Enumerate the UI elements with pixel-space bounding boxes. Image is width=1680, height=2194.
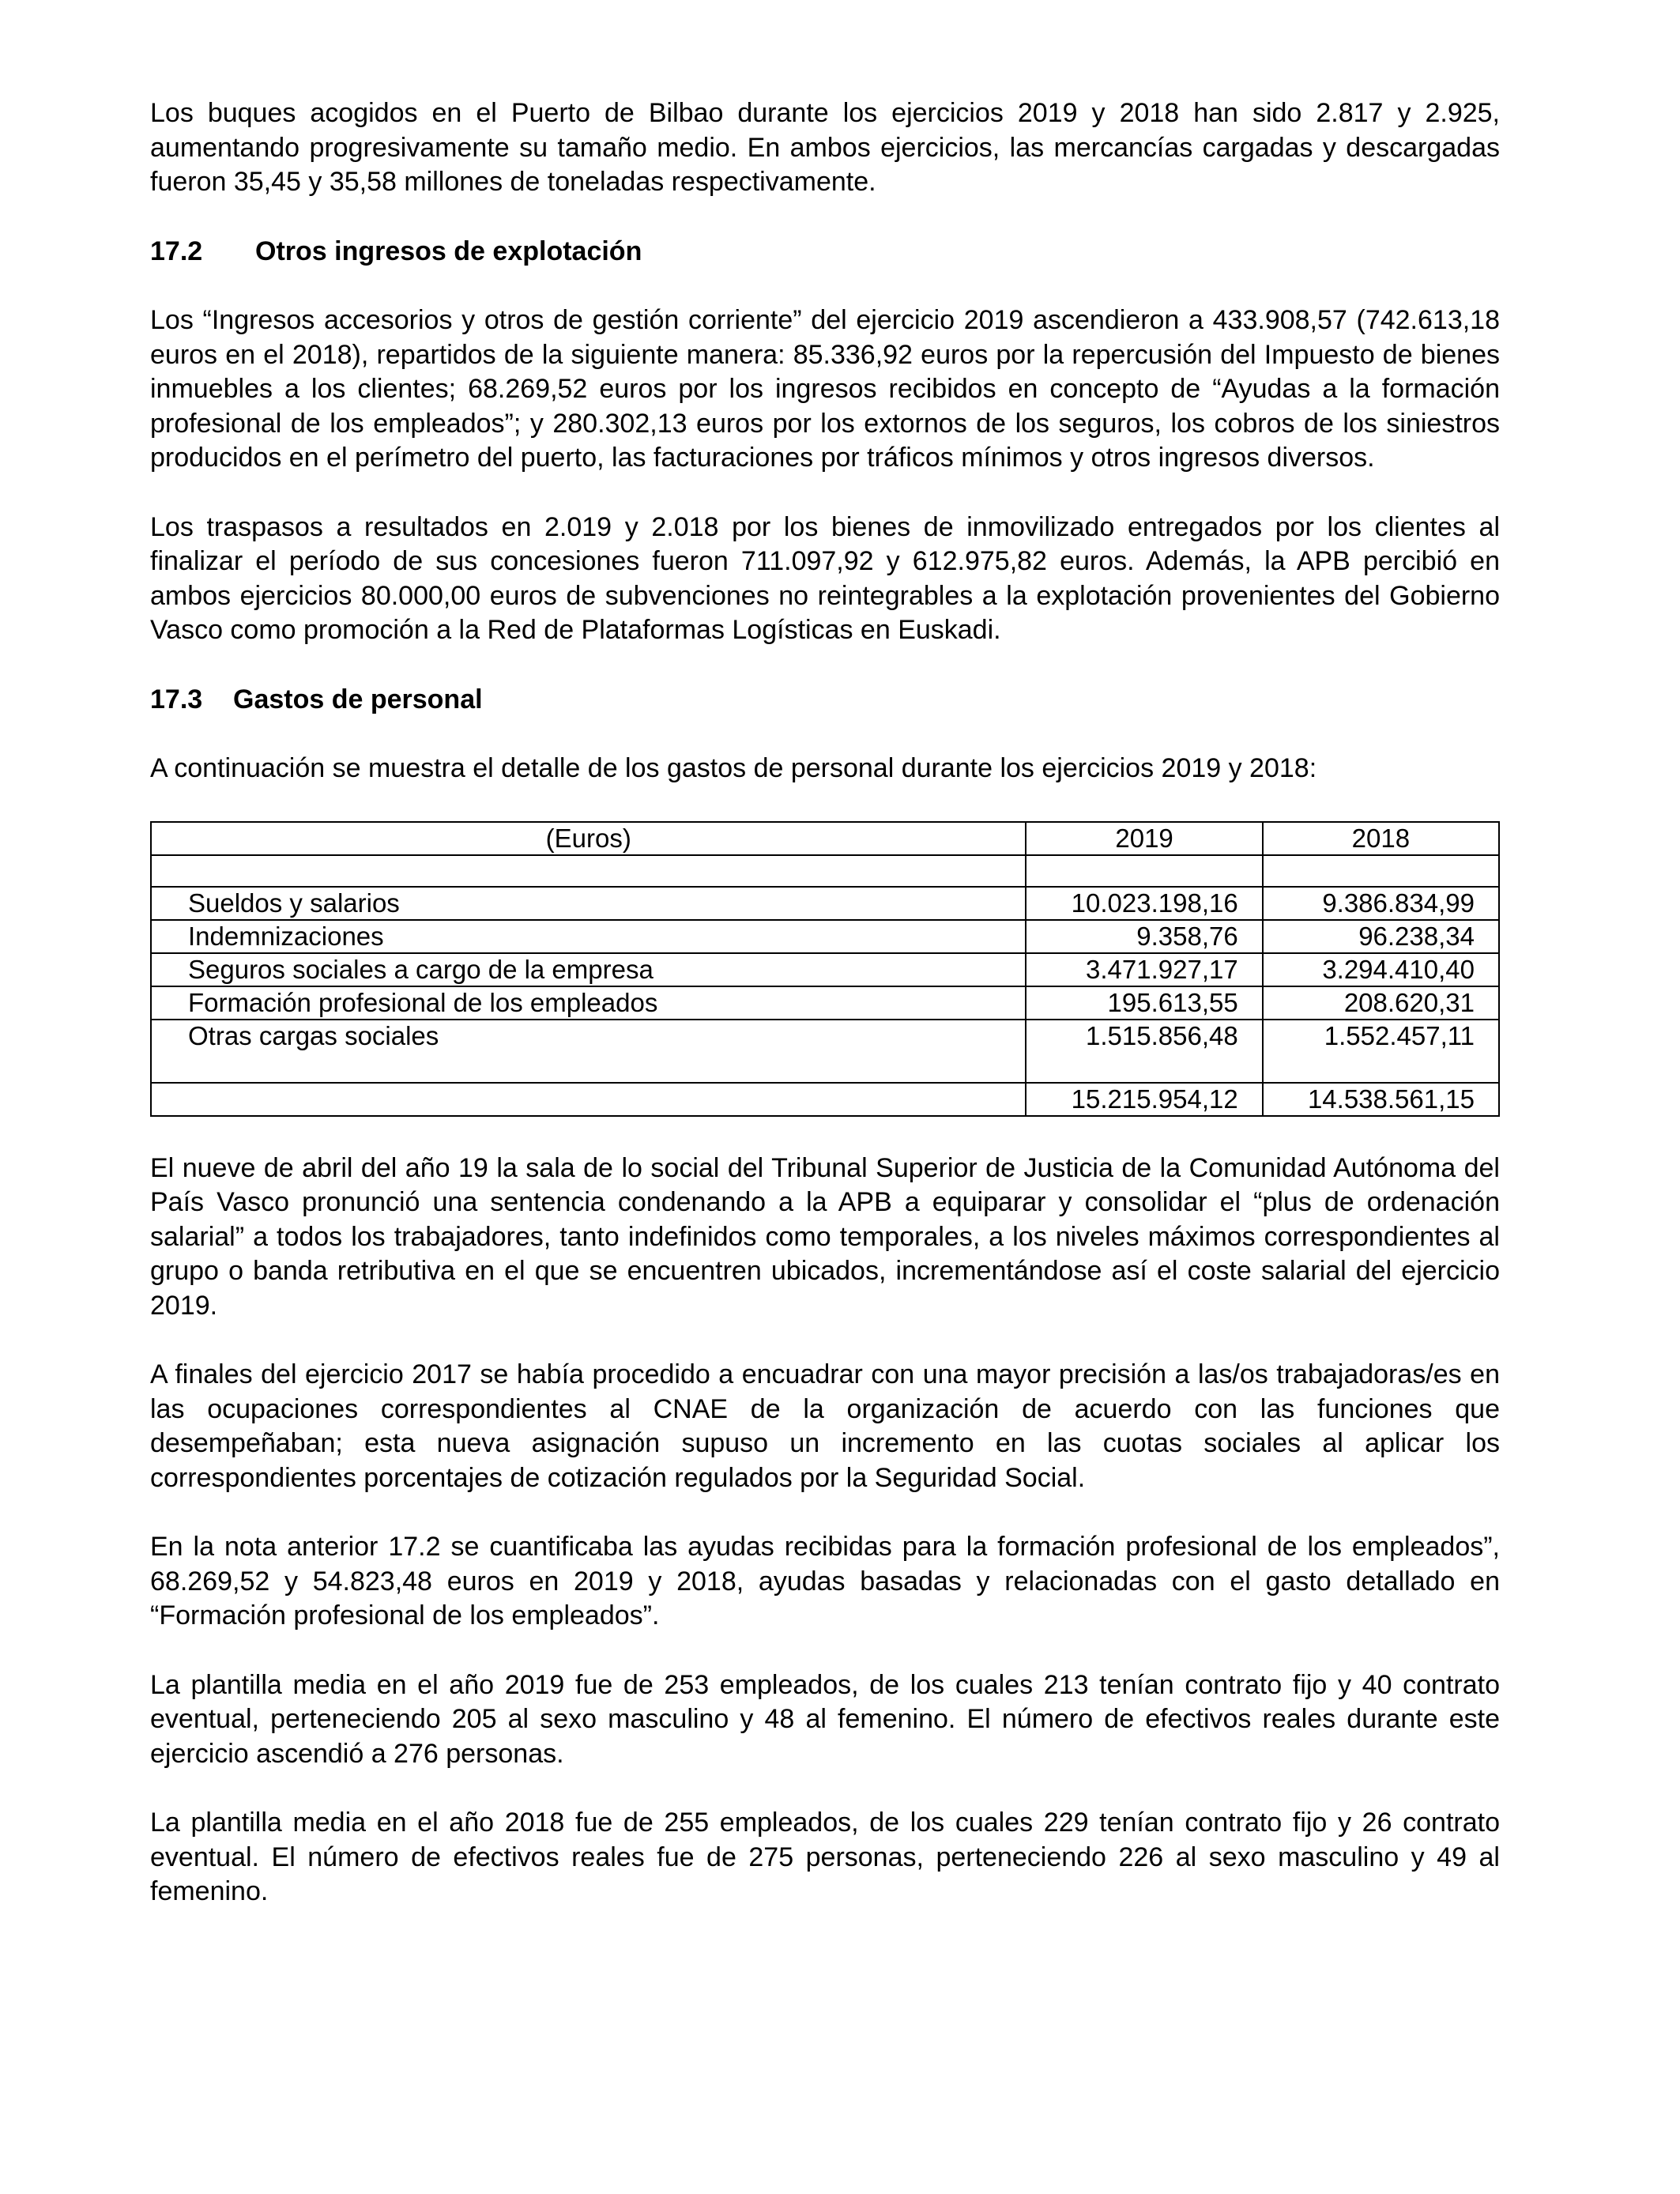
table-spacer-row (151, 855, 1499, 887)
personnel-expenses-table (150, 821, 1500, 1117)
table-cell (1263, 855, 1499, 887)
total-2019: 15.215.954,12 (1026, 1083, 1262, 1116)
section-title: Gastos de personal (233, 684, 483, 714)
document-page (150, 96, 1500, 1909)
table-header-2019: 2019 (1026, 822, 1262, 855)
row-value-2018: 9.386.834,99 (1263, 887, 1499, 920)
row-value-2019: 1.515.856,48 (1026, 1020, 1262, 1083)
row-label: Seguros sociales a cargo de la empresa (151, 953, 1026, 986)
section-heading-17-2 (150, 235, 1500, 270)
table-cell (151, 855, 1026, 887)
table-row (151, 953, 1499, 986)
paragraph-cnae: A finales del ejercicio 2017 se había procedido a encuadrar con una mayor precisión a las/os trabajadoras/es en las ocupaciones correspondientes al CNAE de la organización de acuerdo con las funciones que desempeñaban; esta nueva asignación supuso un incremento en las cuotas sociales al aplicar los correspondientes porcentajes de cotización regulados por la Seguridad Social. (150, 1359, 1500, 1493)
paragraph-table-intro: A continuación se muestra el detalle de los gastos de personal durante los ejercicios 2019 y 2018: (150, 753, 1317, 783)
paragraph-sentencia: El nueve de abril del año 19 la sala de lo social del Tribunal Superior de Justicia de la Comunidad Autónoma del País Vasco pronunció una sentencia condenando a la APB a equiparar y consolidar el “plus de ordenación salarial” a todos los trabajadores, tanto indefinidos como temporales, a los niveles máximos correspondientes al grupo o banda retributiva en el que se encuentren ubicados, incrementándose así el coste salarial del ejercicio 2019. (150, 1152, 1500, 1321)
paragraph-plantilla-2018: La plantilla media en el año 2018 fue de 255 empleados, de los cuales 229 tenían contrato fijo y 26 contrato eventual. El número de efectivos reales fue de 275 personas, perteneciendo 226 al sexo masculino y 49 al femenino. (150, 1808, 1500, 1906)
table-header-2018: 2018 (1263, 822, 1499, 855)
total-label-cell (151, 1083, 1026, 1116)
row-value-2019: 9.358,76 (1026, 920, 1262, 953)
table-row (151, 986, 1499, 1020)
table-header-row (151, 822, 1499, 855)
table-row (151, 887, 1499, 920)
section-number: 17.2 (150, 236, 203, 266)
paragraph-ingresos-accesorios: Los “Ingresos accesorios y otros de gestión corriente” del ejercicio 2019 ascendieron a 433.908,57 (742.613,18 euros en el 2018), repartidos de la siguiente manera: 85.336,92 euros por la repercusión del Impuesto de bienes inmuebles a los clientes; 68.269,52 euros por los ingresos recibidos en concepto de “Ayudas a la formación profesional de los empleados”; y 280.302,13 euros por los extornos de los seguros, los cobros de los siniestros producidos en el perímetro del puerto, las facturaciones por tráficos mínimos y otros ingresos diversos. (150, 305, 1500, 473)
row-value-2019: 195.613,55 (1026, 986, 1262, 1020)
paragraph-traspasos: Los traspasos a resultados en 2.019 y 2.018 por los bienes de inmovilizado entregados por los clientes al finalizar el período de sus concesiones fueron 711.097,92 y 612.975,82 euros. Además, la APB percibió en ambos ejercicios 80.000,00 euros de subvenciones no reintegrables a la explotación provenientes del Gobierno Vasco como promoción a la Red de Plataformas Logísticas en Euskadi. (150, 511, 1500, 645)
row-value-2018: 96.238,34 (1263, 920, 1499, 953)
row-label: Otras cargas sociales (151, 1020, 1026, 1083)
table-cell (1026, 855, 1262, 887)
paragraph-vessels: Los buques acogidos en el Puerto de Bilbao durante los ejercicios 2019 y 2018 han sido 2.817 y 2.925, aumentando progresivamente su tamaño medio. En ambos ejercicios, las mercancías cargadas y descargadas fueron 35,45 y 35,58 millones de toneladas respectivamente. (150, 98, 1500, 197)
row-value-2018: 208.620,31 (1263, 986, 1499, 1020)
paragraph-ayudas-formacion: En la nota anterior 17.2 se cuantificaba las ayudas recibidas para la formación profesional de los empleados”, 68.269,52 y 54.823,48 euros en 2019 y 2018, ayudas basadas y relacionadas con el gasto detallado en “Formación profesional de los empleados”. (150, 1532, 1500, 1630)
row-label: Formación profesional de los empleados (151, 986, 1026, 1020)
row-label: Indemnizaciones (151, 920, 1026, 953)
table-row (151, 1020, 1499, 1083)
paragraph-plantilla-2019: La plantilla media en el año 2019 fue de 253 empleados, de los cuales 213 tenían contrato fijo y 40 contrato eventual, perteneciendo 205 al sexo masculino y 48 al femenino. El número de efectivos reales durante este ejercicio ascendió a 276 personas. (150, 1669, 1500, 1769)
section-number: 17.3 (150, 684, 203, 714)
section-heading-17-3 (150, 683, 1500, 718)
total-2018: 14.538.561,15 (1263, 1083, 1499, 1116)
table-row (151, 920, 1499, 953)
row-value-2019: 3.471.927,17 (1026, 953, 1262, 986)
row-value-2018: 3.294.410,40 (1263, 953, 1499, 986)
table-header-label: (Euros) (151, 822, 1026, 855)
table-total-row (151, 1083, 1499, 1116)
row-value-2019: 10.023.198,16 (1026, 887, 1262, 920)
section-title: Otros ingresos de explotación (255, 236, 642, 266)
row-value-2018: 1.552.457,11 (1263, 1020, 1499, 1083)
row-label: Sueldos y salarios (151, 887, 1026, 920)
